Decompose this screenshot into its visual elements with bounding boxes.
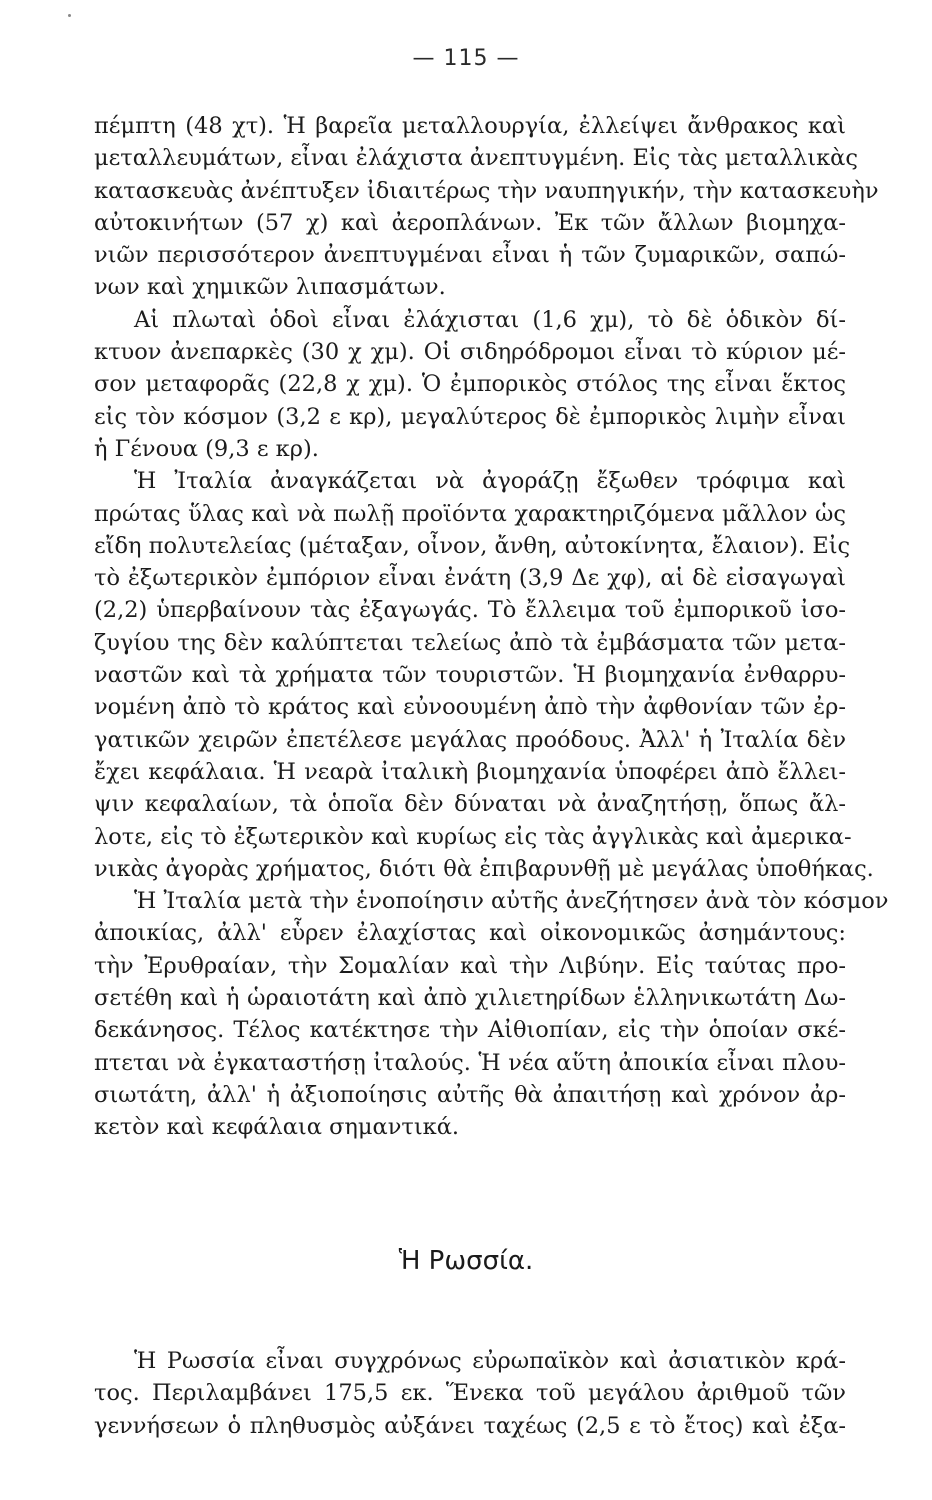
text-line: Ἡ Ρωσσία εἶναι συγχρόνως εὐρωπαϊκὸν καὶ ἀσιατικὸν κρά-: [134, 1348, 846, 1374]
text-line: δεκάνησος. Τέλος κατέκτησε τὴν Αἰθιοπίαν, εἰς τὴν ὁποίαν σκέ-: [94, 1017, 846, 1044]
text-line: γεννήσεων ὁ πληθυσμὸς αὐξάνει ταχέως (2,5 ε τὸ ἔτος) καὶ ἐξα-: [94, 1412, 846, 1439]
text-line: ψιν κεφαλαίων, τὰ ὁποῖα δὲν δύναται νὰ ἀναζητήσῃ, ὅπως ἄλ-: [94, 791, 846, 818]
scan-speck: [68, 14, 71, 17]
text-line: πρώτας ὕλας καὶ νὰ πωλῇ προϊόντα χαρακτηριζόμενα μᾶλλον ὡς: [94, 500, 846, 527]
text-line: ναστῶν καὶ τὰ χρήματα τῶν τουριστῶν. Ἡ βιομηχανία ἐνθαρρυ-: [94, 662, 846, 689]
body-text: [94, 110, 889, 1144]
text-line: Ἡ Ἰταλία ἀναγκάζεται νὰ ἀγοράζῃ ἔξωθεν τρόφιμα καὶ: [134, 468, 846, 495]
text-line: πέμπτη (48 χτ). Ἡ βαρεῖα μεταλλουργία, ἐλλείψει ἄνθρακος καὶ: [94, 113, 846, 139]
text-line: εἰς τὸν κόσμον (3,2 ε κρ), μεγαλύτερος δὲ ἐμπορικὸς λιμὴν εἶναι: [94, 403, 846, 430]
text-line: νομένη ἀπὸ τὸ κράτος καὶ εὐνοουμένη ἀπὸ τὴν ἀφθονίαν τῶν ἐρ-: [94, 694, 846, 721]
text-line: αὐτοκινήτων (57 χ) καὶ ἀεροπλάνων. Ἐκ τῶν ἄλλων βιομηχα-: [94, 209, 846, 236]
text-line: κατασκευὰς ἀνέπτυξεν ἰδιαιτέρως τὴν ναυπηγικήν, τὴν κατασκευὴν: [94, 177, 879, 204]
text-line: ἀποικίας, ἀλλ' εὗρεν ἐλαχίστας καὶ οἰκονομικῶς ἀσημάντους:: [94, 920, 846, 947]
text-line: σιωτάτη, ἀλλ' ἡ ἀξιοποίησις αὐτῆς θὰ ἀπαιτήσῃ καὶ χρόνον ἀρ-: [94, 1081, 846, 1108]
section-heading: Ἡ Ρωσσία.: [398, 1246, 534, 1276]
text-line: κετὸν καὶ κεφάλαια σημαντικά.: [94, 1114, 460, 1141]
text-line: κτυον ἀνεπαρκὲς (30 χ χμ). Οἱ σιδηρόδρομοι εἶναι τὸ κύριον μέ-: [94, 339, 846, 366]
text-line: Ἡ Ἰταλία μετὰ τὴν ἑνοποίησιν αὐτῆς ἀνεζήτησεν ἀνὰ τὸν κόσμον: [134, 888, 889, 915]
section-text: [94, 1345, 846, 1442]
text-line: λοτε, εἰς τὸ ἐξωτερικὸν καὶ κυρίως εἰς τὰς ἀγγλικὰς καὶ ἀμερικα-: [94, 823, 852, 850]
text-line: (2,2) ὑπερβαίνουν τὰς ἐξαγωγάς. Τὸ ἔλλειμα τοῦ ἐμπορικοῦ ἰσο-: [94, 597, 846, 624]
text-line: νικὰς ἀγορὰς χρήματος, διότι θὰ ἐπιβαρυνθῇ μὲ μεγάλας ὑποθήκας.: [94, 855, 874, 882]
text-line: νιῶν περισσότερον ἀνεπτυγμέναι εἶναι ἡ τῶν ζυμαρικῶν, σαπώ-: [94, 242, 846, 269]
page-number: — 115 —: [412, 46, 520, 71]
text-line: ἡ Γένουα (9,3 ε κρ).: [94, 435, 319, 462]
text-line: τος. Περιλαμβάνει 175,5 εκ. Ἕνεκα τοῦ μεγάλου ἀριθμοῦ τῶν: [94, 1380, 846, 1407]
text-line: μεταλλευμάτων, εἶναι ἐλάχιστα ἀνεπτυγμένη. Εἰς τὰς μεταλλικὰς: [94, 145, 858, 172]
text-line: πτεται νὰ ἐγκαταστήσῃ ἰταλούς. Ἡ νέα αὕτη ἀποικία εἶναι πλου-: [94, 1049, 846, 1076]
text-line: εἴδη πολυτελείας (μέταξαν, οἶνον, ἄνθη, αὐτοκίνητα, ἔλαιον). Εἰς: [94, 532, 851, 559]
text-line: ἔχει κεφάλαια. Ἡ νεαρὰ ἰταλικὴ βιομηχανία ὑποφέρει ἀπὸ ἔλλει-: [94, 758, 846, 785]
text-line: Αἱ πλωταὶ ὁδοὶ εἶναι ἐλάχισται (1,6 χμ), τὸ δὲ ὁδικὸν δί-: [134, 306, 846, 333]
text-line: σετέθη καὶ ἡ ὡραιοτάτη καὶ ἀπὸ χιλιετηρίδων ἑλληνικωτάτη Δω-: [94, 985, 846, 1012]
text-line: γατικῶν χειρῶν ἐπετέλεσε μεγάλας προόδους. Ἀλλ' ἡ Ἰταλία δὲν: [94, 726, 846, 753]
text-line: τὴν Ἐρυθραίαν, τὴν Σομαλίαν καὶ τὴν Λιβύην. Εἰς ταύτας προ-: [94, 952, 846, 979]
text-line: νων καὶ χημικῶν λιπασμάτων.: [94, 274, 446, 301]
text-line: ζυγίου της δὲν καλύπτεται τελείως ἀπὸ τὰ ἐμβάσματα τῶν μετα-: [94, 629, 846, 656]
text-line: τὸ ἐξωτερικὸν ἐμπόριον εἶναι ἐνάτη (3,9 Δε χφ), αἱ δὲ εἰσαγωγαὶ: [94, 565, 846, 592]
text-line: σον μεταφορᾶς (22,8 χ χμ). Ὁ ἐμπορικὸς στόλος της εἶναι ἕκτος: [94, 371, 846, 398]
